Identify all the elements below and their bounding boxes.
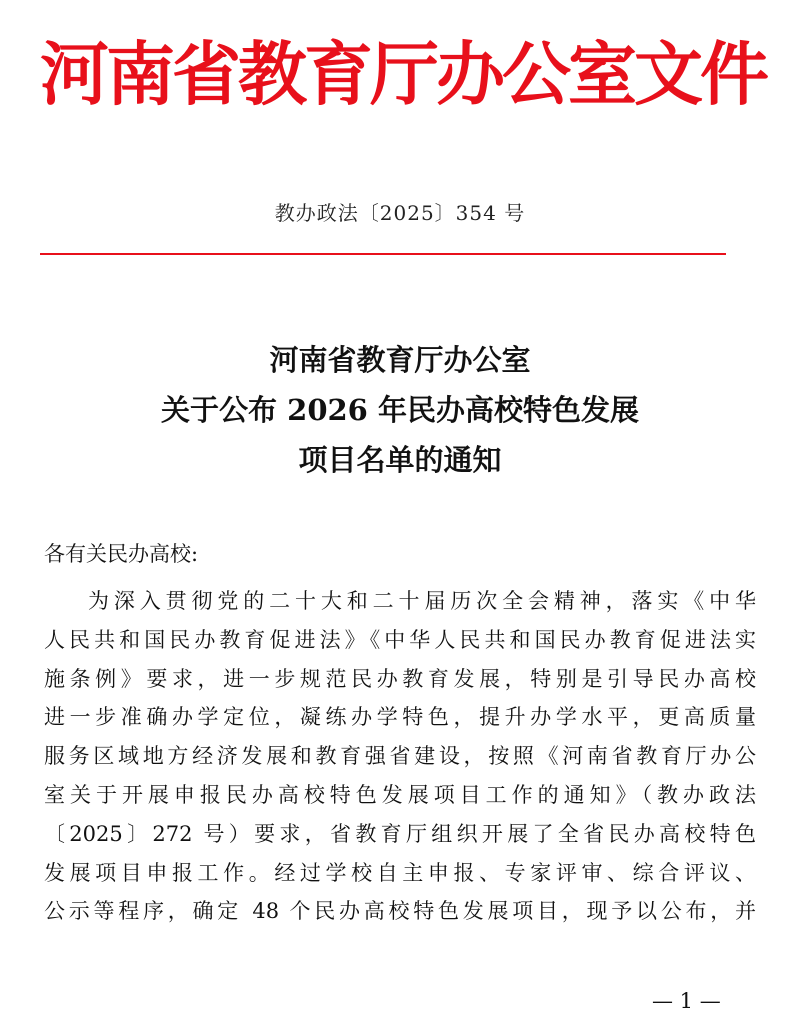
salutation: 各有关民办高校: xyxy=(44,542,199,566)
body-line: 服务区域地方经济发展和教育强省建设，按照《河南省教育厅办公 xyxy=(44,744,756,769)
body-line: 进一步准确办学定位，凝练办学特色，提升办学水平，更高质量 xyxy=(44,705,756,730)
page-number: — 1 — xyxy=(652,989,721,1013)
masthead-title: 河南省教育厅办公室文件 xyxy=(40,35,766,115)
body-line: 室关于开展申报民办高校特色发展项目工作的通知》（教办政法 xyxy=(44,782,756,807)
body-line: 公示等程序，确定 48 个民办高校特色发展项目，现予以公布，并 xyxy=(44,899,756,924)
body-line: 人民共和国民办教育促进法》《中华人民共和国民办教育促进法实 xyxy=(44,627,756,652)
document-number: 教办政法〔2025〕354 号 xyxy=(274,201,526,225)
body-paragraph xyxy=(44,582,756,931)
body-line: 发展项目申报工作。经过学校自主申报、专家评审、综合评议、 xyxy=(44,860,756,885)
body-line: 为深入贯彻党的二十大和二十届历次全会精神，落实《中华 xyxy=(88,589,756,613)
body-line: 〔2025〕272 号）要求，省教育厅组织开展了全省民办高校特色 xyxy=(44,821,756,846)
title-line-2: 关于公布 2026 年民办高校特色发展 xyxy=(161,393,639,427)
notice-title xyxy=(0,335,800,485)
body-line: 施条例》要求，进一步规范民办教育发展，特别是引导民办高校 xyxy=(44,666,756,691)
title-line-1: 河南省教育厅办公室 xyxy=(269,343,531,377)
red-divider-line xyxy=(40,253,726,255)
title-line-3: 项目名单的通知 xyxy=(298,443,502,477)
